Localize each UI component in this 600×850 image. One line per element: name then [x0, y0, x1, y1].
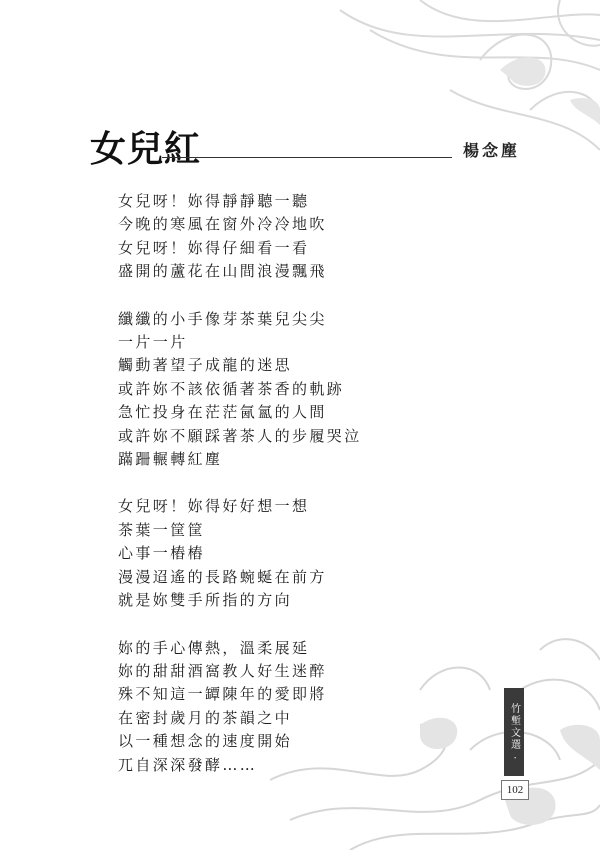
poem-line: 急忙投身在茫茫氤氳的人間 — [118, 403, 327, 422]
poem-line: 或許妳不該依循著茶香的軌跡 — [118, 379, 345, 398]
poem-line: 一片一片 — [118, 333, 188, 352]
decorative-swirl-top — [300, 0, 600, 170]
stanza-3 — [118, 495, 478, 612]
poem-line: 就是妳雙手所指的方向 — [118, 591, 293, 610]
poem-line: 蹣跚輾轉紅塵 — [118, 450, 223, 469]
poem-line: 女兒呀！妳得好好想一想 — [118, 497, 310, 516]
title-underline — [162, 157, 452, 158]
poem-author: 楊念塵 — [463, 141, 521, 160]
poem-line: 以一種想念的速度開始 — [118, 732, 293, 751]
poem-line: 在密封歲月的茶韻之中 — [118, 708, 293, 727]
poem-line: 漫漫迢遙的長路蜿蜒在前方 — [118, 567, 327, 586]
stanza-4 — [118, 637, 478, 777]
stanza-2 — [118, 308, 478, 472]
poem-line: 盛開的蘆花在山間浪漫飄飛 — [118, 262, 327, 281]
section-tab-label: 竹塹文選 ‧ — [508, 702, 520, 762]
poem-title: 女兒紅 — [90, 128, 202, 170]
poem-line: 殊不知這一罈陳年的愛即將 — [118, 685, 327, 704]
poem-line: 觸動著望子成龍的迷思 — [118, 356, 293, 375]
poem-line: 女兒呀！妳得仔細看一看 — [118, 238, 310, 257]
poem-line: 或許妳不願踩著茶人的步履哭泣 — [118, 426, 362, 445]
poem-line: 兀自深深發酵…… — [118, 755, 258, 774]
page-number: 102 — [501, 780, 529, 800]
poem-body — [118, 190, 478, 801]
poem-line: 茶葉一筐筐 — [118, 520, 206, 539]
poem-line: 妳的手心傳熱，溫柔展延 — [118, 638, 310, 657]
poem-line: 女兒呀！妳得靜靜聽一聽 — [118, 192, 310, 210]
poem-line: 妳的甜甜酒窩教人好生迷醉 — [118, 661, 327, 680]
stanza-1 — [118, 190, 478, 284]
poem-line: 今晚的寒風在窗外冷冷地吹 — [118, 215, 327, 234]
poem-line: 纖纖的小手像芽茶葉兒尖尖 — [118, 309, 327, 328]
section-tab — [504, 688, 524, 776]
poem-line: 心事一樁樁 — [118, 544, 206, 563]
